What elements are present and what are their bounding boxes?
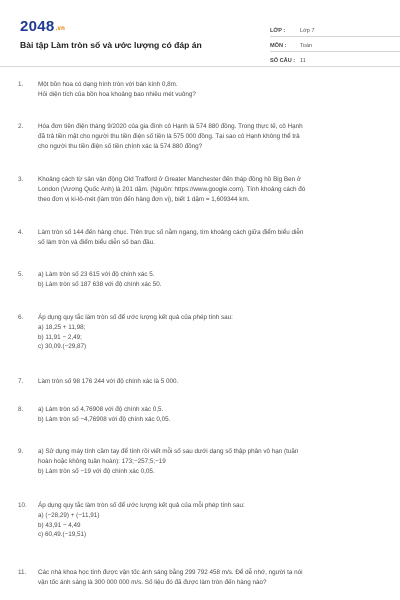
question-text	[38, 377, 384, 387]
question-line: Áp dụng quy tắc làm tròn số để ước lượng kết quả của phép tính sau:	[38, 314, 233, 321]
question-text	[38, 175, 384, 204]
question-line: theo đơn vị ki-lô-mét (làm tròn đến hàng đơn vị), biết 1 dặm = 1,609344 km.	[38, 195, 250, 203]
question-line: vận tốc ánh sáng là 300 000 000 m/s. Số liệu đó đã được làm tròn đến hàng nào?	[38, 578, 267, 586]
logo-text: 2048	[20, 18, 55, 35]
question-line: cho người thu tiền điện số tiền chính xác là 574 880 đồng?	[38, 142, 203, 150]
question-line: c) 30,09.(−29,87)	[38, 343, 87, 351]
question-line: Làm tròn số 98 176 244 với độ chính xác là 5 000.	[38, 378, 179, 385]
site-logo[interactable]	[20, 18, 65, 35]
worksheet-header	[18, 10, 382, 70]
question-item	[18, 447, 384, 476]
question-line: b) Làm tròn số −4,76908 với độ chính xác 0,05.	[38, 415, 171, 423]
question-text	[38, 122, 384, 151]
question-number: 5.	[18, 271, 24, 278]
meta-row-subject	[270, 37, 400, 52]
question-line: Các nhà khoa học tính được vận tốc ánh sáng bằng 299 792 458 m/s. Để dễ nhớ, người ta nói	[38, 569, 303, 576]
question-line: Khoảng cách từ sân vận động Old Trafford ở Greater Manchester đến tháp đồng hồ Big Ben ở	[38, 176, 301, 183]
question-number: 7.	[18, 378, 24, 385]
question-item	[18, 501, 384, 540]
question-line: a) Làm tròn số 23 615 với độ chính xác 5.	[38, 271, 155, 278]
question-item	[18, 122, 384, 151]
meta-value: Lớp 7	[300, 28, 315, 34]
meta-row-class	[270, 22, 400, 37]
question-number: 2.	[18, 123, 24, 130]
question-line: c) 60,49.(−19,51)	[38, 531, 87, 539]
question-line: b) 43,91 − 4,49	[38, 521, 81, 529]
question-line: Một bồn hoa có dạng hình tròn với bán kính 0,8m.	[38, 81, 178, 88]
question-item	[18, 270, 384, 290]
question-line: a) Sử dụng máy tính cầm tay để tính rồi viết mỗi số sau dưới dạng số thập phân vô hạn (tuần	[38, 448, 299, 455]
question-item	[18, 377, 384, 387]
meta-value: Toán	[300, 43, 313, 49]
meta-value: 11	[300, 58, 306, 64]
question-item	[18, 228, 384, 248]
document-title: Bài tập Làm tròn số và ước lượng có đáp án	[20, 40, 202, 50]
question-line: b) 11,91 − 2,49;	[38, 333, 82, 341]
question-number: 10.	[18, 502, 27, 509]
question-item	[18, 80, 384, 100]
question-text	[38, 405, 384, 425]
question-number: 8.	[18, 406, 24, 413]
question-text	[38, 228, 384, 248]
header-divider	[0, 66, 400, 67]
question-number: 1.	[18, 81, 24, 88]
question-line: Hóa đơn tiền điện tháng 9/2020 của gia đình cô Hạnh là 574 880 đồng. Trong thực tế, cô Hạnh	[38, 123, 303, 130]
question-line: số làm tròn và điểm biểu diễn số ban đầu.	[38, 238, 155, 246]
meta-key: MÔN :	[270, 43, 287, 49]
question-line: Làm tròn số 144 đến hàng chục. Trên trục số nằm ngang, tìm khoảng cách giữa điểm biểu diễn	[38, 229, 304, 236]
question-number: 9.	[18, 448, 24, 455]
question-item	[18, 405, 384, 425]
question-item	[18, 313, 384, 352]
question-line: Hỏi diện tích của bồn hoa khoảng bao nhiêu mét vuông?	[38, 90, 196, 98]
question-line: b) Làm tròn số −19 với độ chính xác 0,05.	[38, 467, 155, 475]
logo-suffix: .vn	[55, 26, 66, 32]
question-number: 4.	[18, 229, 24, 236]
question-item	[18, 175, 384, 204]
question-text	[38, 447, 384, 476]
question-line: a) Làm tròn số 4,76908 với độ chính xác 0,5.	[38, 406, 164, 413]
question-number: 3.	[18, 176, 24, 183]
question-line: đã trả tiền mặt cho người thu tiền điện số tiền là 575 000 đồng. Tại sao cô Hạnh không thể trả	[38, 132, 300, 140]
question-text	[38, 80, 384, 100]
meta-key: LỚP :	[270, 28, 286, 34]
question-text	[38, 313, 384, 352]
question-line: Áp dụng quy tắc làm tròn số để ước lượng kết quả của mỗi phép tính sau:	[38, 502, 245, 509]
question-text	[38, 568, 384, 588]
meta-table	[270, 22, 400, 67]
question-text	[38, 501, 384, 540]
question-line: London (Vương Quốc Anh) là 201 dặm. (Nguồn: https://www.google.com). Tính khoảng cách đó	[38, 185, 306, 193]
question-number: 11.	[18, 569, 27, 576]
question-line: b) Làm tròn số 187 638 với độ chính xác 50.	[38, 280, 162, 288]
question-item	[18, 568, 384, 588]
question-line: hoàn hoặc không tuần hoàn): 173;−257;5;−19	[38, 457, 166, 465]
question-number: 6.	[18, 314, 24, 321]
meta-key: SỐ CÂU :	[270, 58, 296, 64]
meta-row-count	[270, 52, 400, 67]
question-line: a) 18,25 + 11,98;	[38, 323, 86, 331]
question-text	[38, 270, 384, 290]
question-line: a) (−28,29) + (−11,91)	[38, 511, 100, 519]
